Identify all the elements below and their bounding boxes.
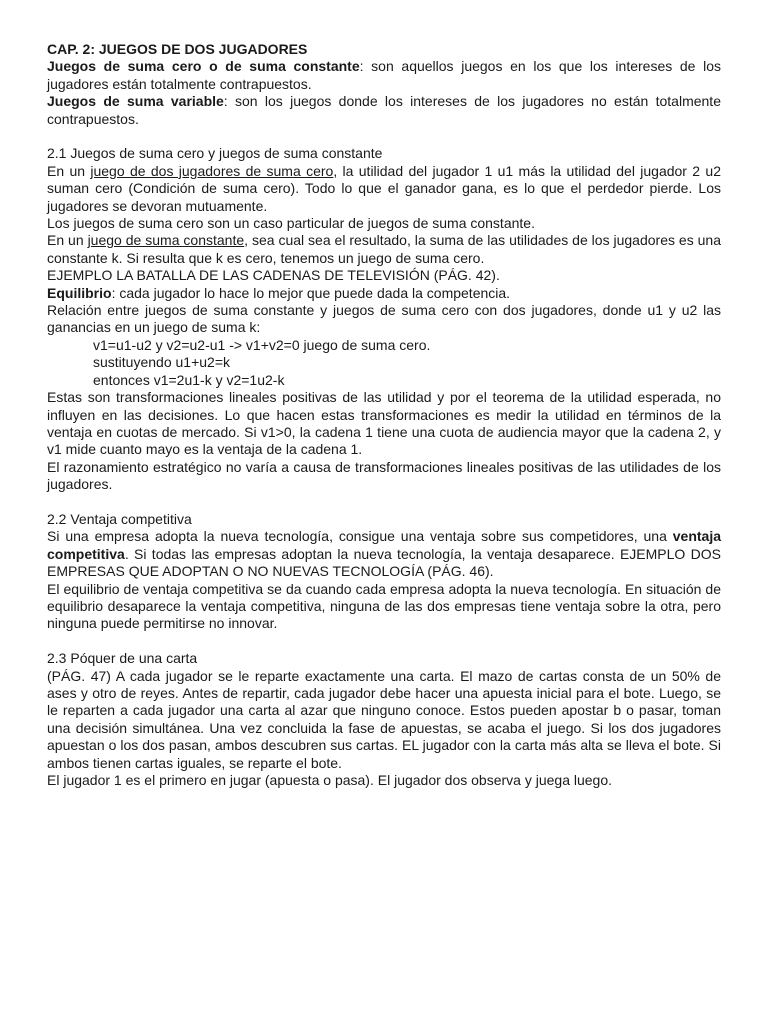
section-2-1-paragraph-2: Los juegos de suma cero son un caso particular de juegos de suma constante.	[47, 215, 535, 232]
section-2-1-paragraph-reasoning: El razonamiento estratégico no varía a causa de transformaciones lineales positivas de las utilidades de los jugadores.	[47, 458, 721, 493]
spacer	[47, 494, 721, 511]
section-2-1-paragraph-transformations: Estas son transformaciones lineales positivas de las utilidad y por el teorema de la utilidad esperada, no influyen en las decisiones. Lo que hacen estas transformaciones es medir la utilidad en términos de la ventaja en cuotas de mercado. Si v1>0, la cadena 1 tiene una cuota de audiencia mayor que la cadena 2, y v1 mide cuanto mayo es la ventaja de la cadena 1.	[47, 389, 721, 458]
chapter-title: CAP. 2: JUEGOS DE DOS JUGADORES	[47, 41, 308, 57]
definition-zero-sum-text: : son aquellos juegos en los que los intereses de los jugadores están totalmente contrapuestos.	[47, 58, 722, 92]
term-zero-sum: Juegos de suma cero o de suma constante	[47, 58, 360, 75]
text-run: Si una empresa adopta la nueva tecnología, consigue una ventaja sobre sus competidores, una	[47, 528, 673, 545]
text-run: En un	[47, 232, 88, 249]
section-2-2-paragraph-2: El equilibrio de ventaja competitiva se da cuando cada empresa adopta la nueva tecnología. En situación de equilibrio desaparece la ventaja competitiva, ninguna de las dos empresas tiene ventaja sobre la otra, pero ninguna puede permitirse no innovar.	[47, 580, 721, 632]
text-run: , sea cual sea el resultado, la suma de las utilidades de los jugadores es una constante k. Si resulta que k es cero, tenemos un juego de suma cero.	[47, 232, 721, 266]
section-2-1-heading: 2.1 Juegos de suma cero y juegos de suma constante	[47, 145, 383, 162]
section-2-3-paragraph-1: (PÁG. 47) A cada jugador se le reparte exactamente una carta. El mazo de cartas consta de un 50% de ases y otro de reyes. Antes de repartir, cada jugador debe hacer una apuesta inicial para el bote. Luego, se le reparten a cada jugador una carta al azar que ninguno conoce. Estos pueden apostar b o pasar, toman una decisión simultánea. Una vez concluida la fase de apuestas, se acaba el juego. Si los dos jugadores apuestan o los dos pasan, ambos descubren sus cartas. EL jugador con la carta más alta se lleva el bote. Si ambos tienen cartas iguales, se reparte el bote.	[47, 667, 721, 771]
term-competitive-advantage: ventaja competitiva	[47, 528, 721, 562]
underlined-term-constant-sum-game: juego de suma constante	[87, 232, 245, 249]
equilibrium-definition	[47, 285, 721, 302]
text-run: . Si todas las empresas adoptan la nueva tecnología, la ventaja desaparece. EJEMPLO DOS EMPRESAS QUE ADOPTAN O NO NUEVAS TECNOLOGÍA (PÁG. 46).	[47, 545, 721, 580]
definition-variable-sum-text: : son los juegos donde los intereses de los jugadores no están totalmente contrapuestos.	[47, 93, 721, 127]
term-equilibrium: Equilibrio	[47, 284, 112, 301]
spacer	[47, 633, 721, 650]
section-2-3-heading: 2.3 Póquer de una carta	[47, 650, 198, 667]
text-run: , la utilidad del jugador 1 u1 más la utilidad del jugador 2 u2 suman cero (Condición de suma cero). Todo lo que el ganador gana, es lo que el perdedor pierde. Los jugadores se devoran mutuamente.	[47, 162, 721, 214]
text-run: : cada jugador lo hace lo mejor que puede dada la competencia.	[111, 284, 511, 301]
equation-3: entonces v1=2u1-k y v2=1u2-k	[93, 371, 285, 388]
section-2-3-paragraph-2: El jugador 1 es el primero en jugar (apuesta o pasa). El jugador dos observa y juega luego.	[47, 772, 613, 789]
definition-zero-sum	[47, 58, 721, 93]
spacer	[47, 128, 721, 145]
section-2-2-heading: 2.2 Ventaja competitiva	[47, 510, 192, 527]
section-2-1-paragraph-1	[47, 163, 721, 215]
underlined-term-zero-sum-game: juego de dos jugadores de suma cero	[90, 162, 334, 179]
example-tv-networks: EJEMPLO LA BATALLA DE LAS CADENAS DE TELEVISIÓN (PÁG. 42).	[47, 267, 500, 284]
equation-1: v1=u1-u2 y v2=u2-u1 -> v1+v2=0 juego de suma cero.	[93, 336, 431, 353]
section-2-2-paragraph-1	[47, 528, 721, 580]
definition-variable-sum	[47, 93, 721, 128]
equation-2: sustituyendo u1+u2=k	[93, 354, 230, 371]
section-2-1-paragraph-3	[47, 232, 721, 267]
section-2-1-paragraph-relation: Relación entre juegos de suma constante y juegos de suma cero con dos jugadores, donde u1 y u2 las ganancias en un juego de suma k:	[47, 302, 721, 336]
term-variable-sum: Juegos de suma variable	[47, 93, 224, 110]
text-run: En un	[47, 162, 91, 179]
